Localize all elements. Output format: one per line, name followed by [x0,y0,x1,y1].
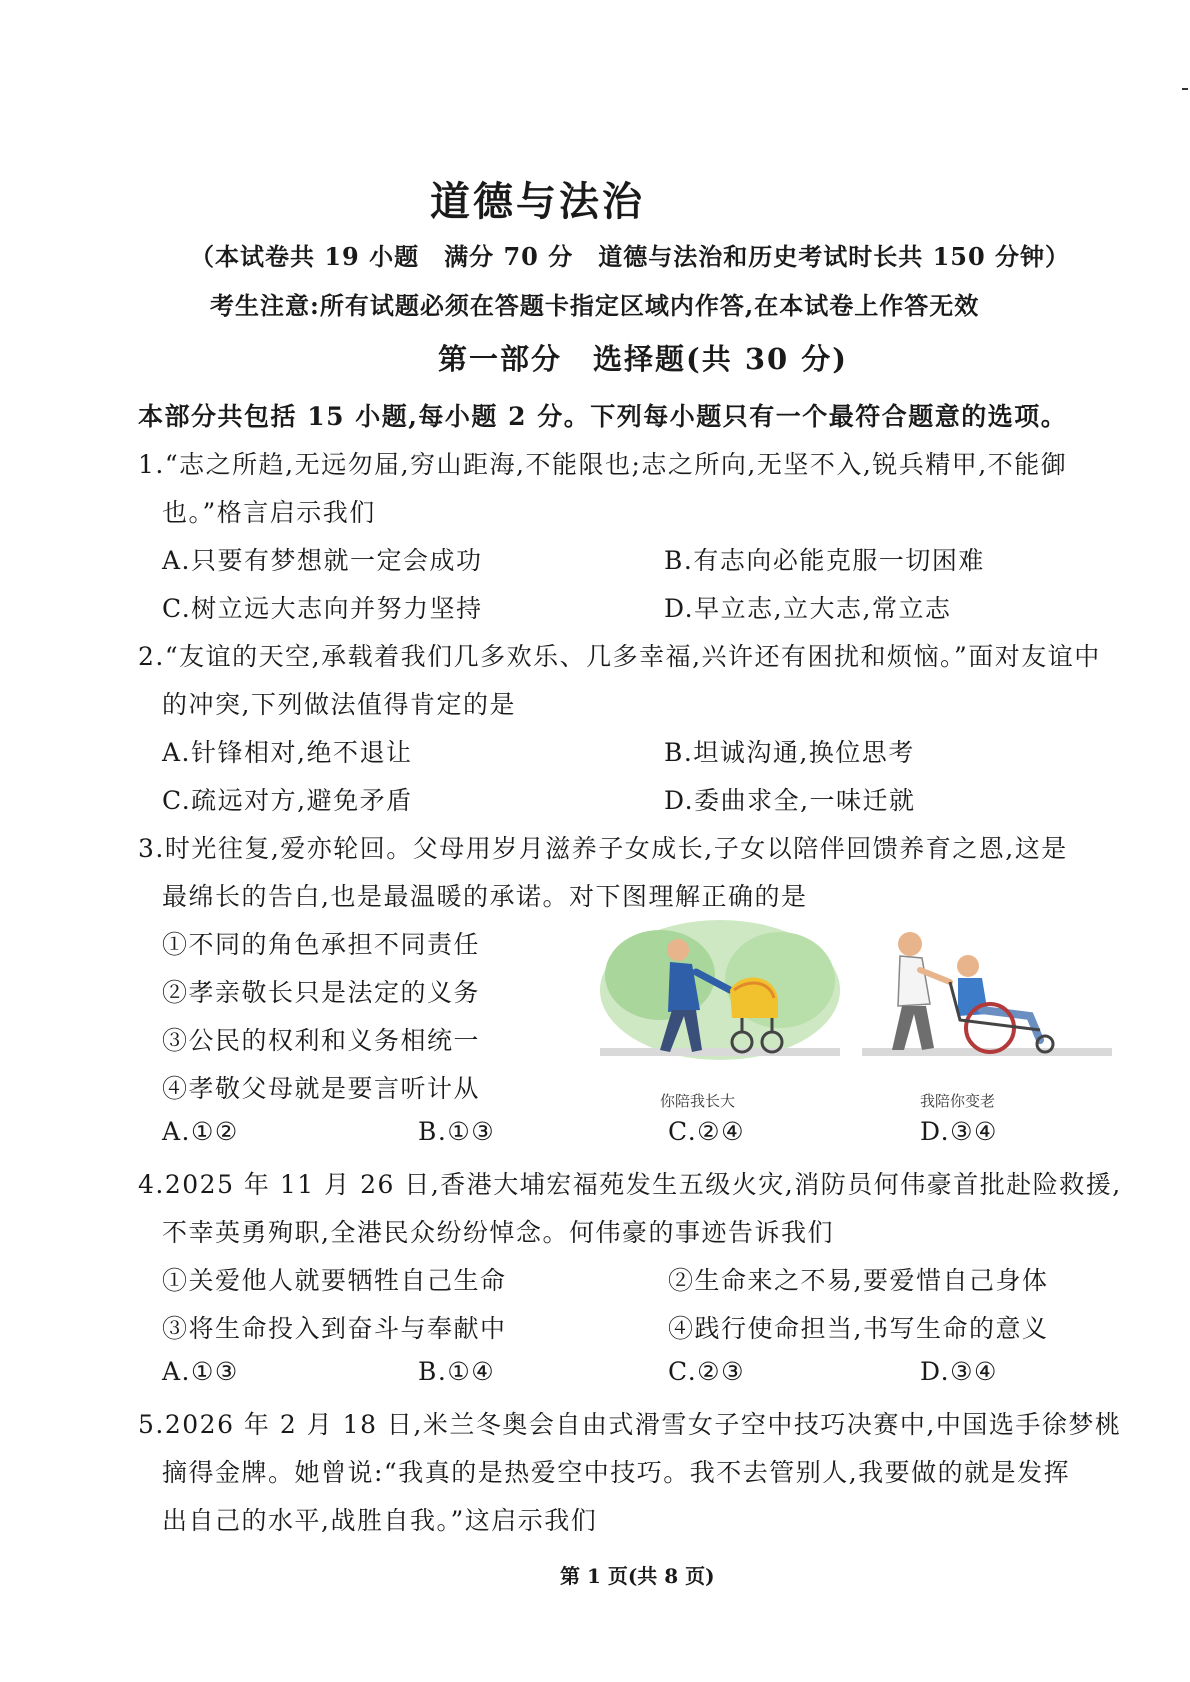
statement-2: ②生命来之不易,要爱惜自己身体 [668,1266,1049,1295]
option-a: A.①③ [162,1357,239,1386]
option-d: D.委曲求全,一味迁就 [664,786,916,815]
family-care-illustration [600,920,1120,1090]
option-d: D.③④ [920,1357,998,1386]
option-c: C.②③ [668,1357,746,1386]
option-c: C.树立远大志向并努力坚持 [162,594,483,623]
option-d: D.早立志,立大志,常立志 [664,594,952,623]
question-stem-line: 也。”格言启示我们 [162,498,376,527]
son-wheelchair-icon [862,932,1112,1056]
statement-1: ①不同的角色承担不同责任 [162,930,481,959]
option-a: A.只要有梦想就一定会成功 [162,546,483,575]
option-d: D.③④ [920,1117,998,1146]
caption-right: 我陪你变老 [920,1092,996,1110]
exam-info: （本试卷共 19 小题 满分 70 分 道德与法治和历史考试时长共 150 分钟） [190,242,1071,271]
question-stem-line: 最绵长的告白,也是最温暖的承诺。对下图理解正确的是 [162,882,808,911]
section-instruction: 本部分共包括 15 小题,每小题 2 分。下列每小题只有一个最符合题意的选项。 [138,402,1068,431]
option-b: B.坦诚沟通,换位思考 [664,738,915,767]
question-stem-line: 出自己的水平,战胜自我。”这启示我们 [162,1506,598,1535]
question-stem-line: 2.“友谊的天空,承载着我们几多欢乐、几多幸福,兴许还有困扰和烦恼。”面对友谊中 [138,642,1101,671]
question-stem-line: 3.时光往复,爱亦轮回。父母用岁月滋养子女成长,子女以陪伴回馈养育之恩,这是 [138,834,1068,863]
option-b: B.①③ [418,1117,496,1146]
statement-3: ③公民的权利和义务相统一 [162,1026,481,1055]
question-stem-line: 摘得金牌。她曾说:“我真的是热爱空中技巧。我不去管别人,我要做的就是发挥 [162,1458,1071,1487]
father-stroller-icon [600,920,840,1060]
page-title: 道德与法治 [430,178,645,225]
statement-2: ②孝亲敬长只是法定的义务 [162,978,481,1007]
statement-3: ③将生命投入到奋斗与奉献中 [162,1314,507,1343]
page-number: 第 1 页(共 8 页) [560,1564,715,1588]
question-stem-line: 的冲突,下列做法值得肯定的是 [162,690,516,719]
option-c: C.②④ [668,1117,746,1146]
statement-4: ④孝敬父母就是要言听计从 [162,1074,481,1103]
option-b: B.有志向必能克服一切困难 [664,546,985,575]
exam-notice: 考生注意:所有试题必须在答题卡指定区域内作答,在本试卷上作答无效 [210,291,980,320]
statement-1: ①关爱他人就要牺牲自己生命 [162,1266,507,1295]
question-stem-line: 1.“志之所趋,无远勿届,穷山距海,不能限也;志之所向,无坚不入,锐兵精甲,不能御 [138,450,1068,479]
question-stem-line: 不幸英勇殉职,全港民众纷纷悼念。何伟豪的事迹告诉我们 [162,1218,834,1247]
option-a: A.①② [162,1117,239,1146]
section-title: 第一部分 选择题(共 30 分) [438,342,848,376]
option-c: C.疏远对方,避免矛盾 [162,786,413,815]
question-stem-line: 4.2025 年 11 月 26 日,香港大埔宏福苑发生五级火灾,消防员何伟豪首批赴险救援, [138,1170,1122,1199]
question-stem-line: 5.2026 年 2 月 18 日,米兰冬奥会自由式滑雪女子空中技巧决赛中,中国选手徐梦桃 [138,1410,1122,1439]
caption-left: 你陪我长大 [660,1092,736,1110]
option-a: A.针锋相对,绝不退让 [162,738,413,767]
statement-4: ④践行使命担当,书写生命的意义 [668,1314,1049,1343]
edge-mark [1182,88,1188,90]
option-b: B.①④ [418,1357,496,1386]
